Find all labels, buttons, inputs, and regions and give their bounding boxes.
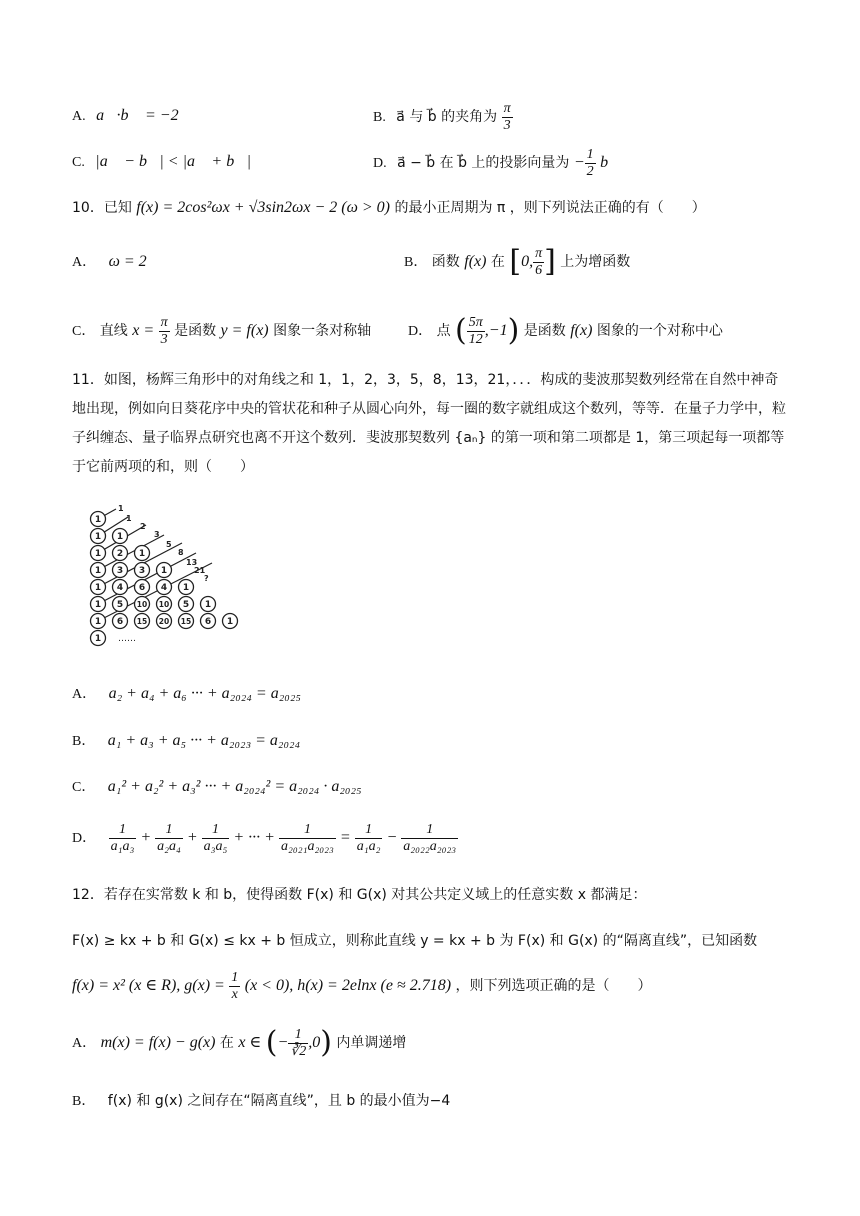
fraction — [288, 1027, 308, 1060]
numerator: π — [503, 100, 511, 116]
stem-text: ，则下列选项正确的是（ ） — [455, 978, 652, 994]
cell-value: 1 — [94, 515, 102, 525]
numerator: 1 — [355, 822, 383, 839]
triangle-ellipsis: …… — [118, 634, 136, 644]
denominator: ∛2 — [290, 1043, 307, 1059]
cell-value: 10 — [136, 600, 148, 609]
numerator: 1 — [155, 822, 183, 839]
option-text: 上为增函数 — [560, 254, 631, 270]
denominator: a₂₀₂₁a₂₀₂₃ — [280, 838, 334, 854]
option-text: 图象一条对称轴 — [273, 323, 372, 339]
triangle-cell — [91, 529, 106, 544]
cell-value: 1 — [94, 600, 102, 610]
option-label: B. — [373, 110, 386, 125]
option-label: A． — [72, 1036, 97, 1051]
triangle-cell — [91, 512, 106, 527]
triangle-cell — [91, 563, 106, 578]
option-label: C. — [72, 155, 85, 170]
option-expression: a₁² + a₂² + a₃² ··· + a₂₀₂₄² = a₂₀₂₄ · a₂₀₂₅ — [107, 778, 362, 795]
numerator: 1 — [288, 1027, 308, 1044]
cell-value: 1 — [94, 532, 102, 542]
function-fx: f(x) — [464, 253, 487, 270]
q11-option-d[interactable] — [72, 818, 458, 859]
cell-value: 2 — [116, 549, 124, 559]
option-expression: a₁ + a₃ + a₅ ··· + a₂₀₂₃ = a₂₀₂₄ — [107, 732, 301, 749]
cell-value: 1 — [204, 600, 212, 610]
option-label: C． — [72, 780, 96, 795]
fraction — [533, 246, 544, 279]
fraction — [279, 822, 336, 855]
cell-value: 15 — [180, 617, 192, 626]
stem-text: F(x) ≥ kx + b 和 G(x) ≤ kx + b 恒成立，则称此直线 y = kx + b 为 F(x) 和 G(x) 的“隔离直线”，已知函数 — [72, 933, 758, 949]
triangle-cell — [135, 563, 150, 578]
cell-value: 15 — [136, 617, 148, 626]
triangle-cell — [179, 614, 194, 629]
option-text: f(x) 和 g(x) 之间存在“隔离直线”，且 b 的最小值为−4 — [107, 1093, 451, 1109]
option-text: 是函数 — [523, 323, 566, 339]
plus-sign: + — [182, 829, 202, 846]
q10-option-a[interactable] — [72, 252, 147, 273]
fraction — [467, 315, 485, 348]
plus-sign: + — [136, 829, 156, 846]
cell-value: 4 — [160, 583, 168, 593]
stem-text: 的最小正周期为 π ，则下列说法正确的有（ ） — [394, 200, 706, 216]
denominator: a₂₀₂₂a₂₀₂₃ — [403, 838, 457, 854]
q11-option-c[interactable] — [72, 777, 362, 798]
q9-option-c[interactable] — [72, 152, 251, 173]
fraction — [159, 315, 170, 348]
option-text: 图象的一个对称中心 — [596, 323, 723, 339]
minus-sign: − — [382, 829, 402, 846]
cell-value: 3 — [116, 566, 124, 576]
diagonal-sum-label: 8 — [178, 548, 184, 557]
option-text: a⃗ − b⃗ 在 b⃗ 上的投影向量为 — [397, 155, 570, 171]
triangle-cell — [135, 614, 150, 629]
q9-option-b[interactable] — [373, 98, 513, 137]
denominator: 3 — [503, 117, 511, 133]
triangle-cells — [91, 512, 238, 646]
cell-value: 6 — [138, 583, 146, 593]
cell-value: 6 — [204, 617, 212, 627]
option-label: A． — [72, 255, 97, 270]
ellipsis: ··· — [248, 829, 261, 846]
q12-stem-line-1 — [72, 885, 646, 905]
triangle-cell — [113, 580, 128, 595]
cell-value: 1 — [94, 617, 102, 627]
numerator: 1 — [401, 822, 458, 839]
triangle-cell — [201, 597, 216, 612]
diagonal-sum-label: 2 — [140, 522, 146, 531]
triangle-cell — [223, 614, 238, 629]
option-label: A． — [72, 687, 97, 702]
stem-expression: f(x) = x² (x ∈ R), g(x) = — [72, 977, 225, 994]
option-text: 直线 — [99, 323, 128, 339]
option-label: C． — [72, 324, 96, 339]
fraction — [355, 822, 383, 855]
triangle-cell — [113, 546, 128, 561]
option-text: 在 — [490, 254, 505, 270]
q10-option-b[interactable]: B． 函数 f(x) 在 [0, $\frac{\pi}{6}$ ] 上为增函数 — [404, 244, 631, 279]
q10-stem — [72, 198, 706, 218]
cell-value: 1 — [116, 532, 124, 542]
equation-x: x = — [132, 322, 155, 339]
option-expression: m(x) = f(x) − g(x) — [100, 1034, 216, 1051]
interval-start: 0, — [521, 253, 534, 270]
cell-value: 20 — [158, 617, 170, 626]
numerator: 5π — [468, 314, 483, 330]
plus-sign: + — [260, 829, 279, 846]
numerator: 1 — [202, 822, 230, 839]
option-text: 在 — [219, 1035, 234, 1051]
plus-sign: + — [229, 829, 249, 846]
q9-option-a[interactable] — [72, 106, 179, 127]
triangle-cell — [157, 563, 172, 578]
question-number: 10．已知 — [72, 200, 132, 216]
numerator: 1 — [279, 822, 336, 839]
point-coordinate: ,−1 — [484, 322, 508, 339]
option-text: 函数 — [431, 254, 460, 270]
diagonal-sum-label: ? — [204, 574, 209, 583]
triangle-cell — [113, 563, 128, 578]
triangle-cell — [157, 580, 172, 595]
denominator: a₁a₃ — [110, 838, 135, 854]
denominator: 6 — [535, 262, 543, 278]
cell-value: 5 — [116, 600, 124, 610]
option-expression: ω = 2 — [108, 253, 147, 270]
option-text: a⃗ 与 b⃗ 的夹角为 — [396, 109, 498, 125]
option-expression: a⃗·b⃗ = −2 — [96, 107, 179, 124]
stem-expression: f(x) = 2cos²ωx + √3sin2ωx − 2 (ω > 0) — [136, 199, 390, 216]
cell-value: 1 — [94, 549, 102, 559]
denominator: 3 — [160, 331, 168, 347]
cell-value: 1 — [94, 634, 102, 644]
stem-expression: (x < 0), h(x) = 2elnx (e ≈ 2.718) — [244, 977, 452, 994]
diagonal-sum-label: 5 — [166, 540, 172, 549]
cell-value: 4 — [116, 583, 124, 593]
option-label: B． — [72, 1094, 96, 1109]
cell-value: 1 — [226, 617, 234, 627]
q10-option-d[interactable]: D． 点 ( $\frac{5\pi}{12}$ ,−1) 是函数 f(x) 图象的一个对称中心 — [408, 313, 723, 348]
cell-value: 3 — [138, 566, 146, 576]
triangle-cell — [91, 597, 106, 612]
function-fx: f(x) — [570, 322, 593, 339]
triangle-cell — [91, 614, 106, 629]
stem-text: 12．若存在实常数 k 和 b，使得函数 F(x) 和 G(x) 对其公共定义域上的任意实数 x 都满足： — [72, 887, 647, 903]
denominator: 2 — [586, 163, 594, 179]
membership: x ∈ — [238, 1034, 262, 1051]
option-text: 点 — [436, 323, 451, 339]
option-expression: |a⃗ − b⃗| < |a⃗ + b⃗| — [95, 153, 252, 170]
diagonal-sum-label: 1 — [126, 514, 132, 523]
equation-y: y = f(x) — [220, 322, 269, 339]
interval-end: ,0 — [308, 1034, 321, 1051]
triangle-cell — [113, 529, 128, 544]
diagonal-sum-label: 21 — [194, 566, 206, 575]
option-expression: a₂ + a₄ + a₆ ··· + a₂₀₂₄ = a₂₀₂₅ — [108, 685, 301, 702]
q11-option-a[interactable] — [72, 684, 301, 705]
numerator: π — [535, 245, 543, 261]
triangle-cell — [113, 614, 128, 629]
triangle-cell — [179, 580, 194, 595]
denominator: x — [231, 986, 238, 1002]
triangle-cell — [91, 631, 106, 646]
q9-option-d[interactable]: D. a⃗ − b⃗ 在 b⃗ 上的投影向量为 − $\frac{1}{2}$ b⃗ — [373, 146, 621, 179]
fraction — [155, 822, 183, 855]
option-label: D． — [408, 324, 433, 339]
option-label: B． — [404, 255, 428, 270]
fraction — [401, 822, 458, 855]
triangle-cell — [157, 597, 172, 612]
q12-option-a[interactable]: A． m(x) = f(x) − g(x) 在 x ∈ (− $\frac{1}{∛2}$ ,0) 内单调递增 — [72, 1025, 407, 1060]
option-label: B． — [72, 734, 96, 749]
fraction — [109, 822, 137, 855]
cell-value: 1 — [182, 583, 190, 593]
q10-option-c[interactable] — [72, 310, 371, 353]
numerator: 1 — [109, 822, 137, 839]
cell-value: 1 — [160, 566, 168, 576]
fraction — [502, 101, 513, 134]
fraction — [585, 147, 596, 180]
cell-value: 1 — [138, 549, 146, 559]
option-label: A. — [72, 109, 86, 124]
diagonal-sum-label: 1 — [118, 505, 124, 513]
fraction — [229, 970, 240, 1003]
denominator: a₁a₂ — [356, 838, 381, 854]
equals-sign: = — [335, 829, 355, 846]
triangle-cell — [113, 597, 128, 612]
yanghui-triangle-figure — [88, 505, 256, 655]
triangle-cell — [135, 580, 150, 595]
q11-stem: 11．如图，杨辉三角形中的对角线之和 1，1，2，3，5，8，13，21，．．．构成的斐波那契数列经常在自然中神奇地出现，例如向日葵花序中央的管状花和种子从圆心向外，每一圈的数字就组成这个数列，等等．在量子力学中，粒子纠缠态、量子临界点研究也离不开这个数列．斐波那契数列 {aₙ} 的第一项和第二项都是 1，第三项起每一项都等于它前两项的和，则（ ） — [72, 372, 786, 475]
option-text: 内单调递增 — [336, 1035, 407, 1051]
q12-stem-line-2 — [72, 931, 757, 951]
triangle-cell — [201, 614, 216, 629]
numerator: 1 — [231, 969, 239, 985]
fraction — [202, 822, 230, 855]
q12-option-b[interactable] — [72, 1091, 450, 1112]
cell-value: 1 — [94, 583, 102, 593]
option-text: 是函数 — [174, 323, 217, 339]
cell-value: 1 — [94, 566, 102, 576]
yanghui-triangle-svg — [88, 505, 256, 655]
option-label: D. — [373, 156, 387, 171]
denominator: 12 — [468, 331, 483, 347]
q11-option-b[interactable] — [72, 731, 300, 752]
denominator: a₂a₄ — [157, 838, 181, 854]
triangle-cell — [91, 546, 106, 561]
numerator: 1 — [586, 146, 594, 162]
triangle-cell — [91, 580, 106, 595]
triangle-cell — [135, 597, 150, 612]
diagonal-sum-label: 3 — [154, 530, 160, 539]
triangle-cell — [179, 597, 194, 612]
q12-stem-line-3 — [72, 966, 651, 1006]
triangle-cell — [135, 546, 150, 561]
option-label: D． — [72, 831, 97, 846]
denominator: a₃a₅ — [203, 838, 228, 854]
diagonal-sum-label: 13 — [186, 558, 198, 567]
numerator: π — [160, 314, 168, 330]
triangle-cell — [157, 614, 172, 629]
vector-b: b⃗ — [600, 154, 621, 171]
option-d-sum — [109, 821, 459, 854]
cell-value: 5 — [182, 600, 190, 610]
cell-value: 6 — [116, 617, 124, 627]
cell-value: 10 — [158, 600, 170, 609]
